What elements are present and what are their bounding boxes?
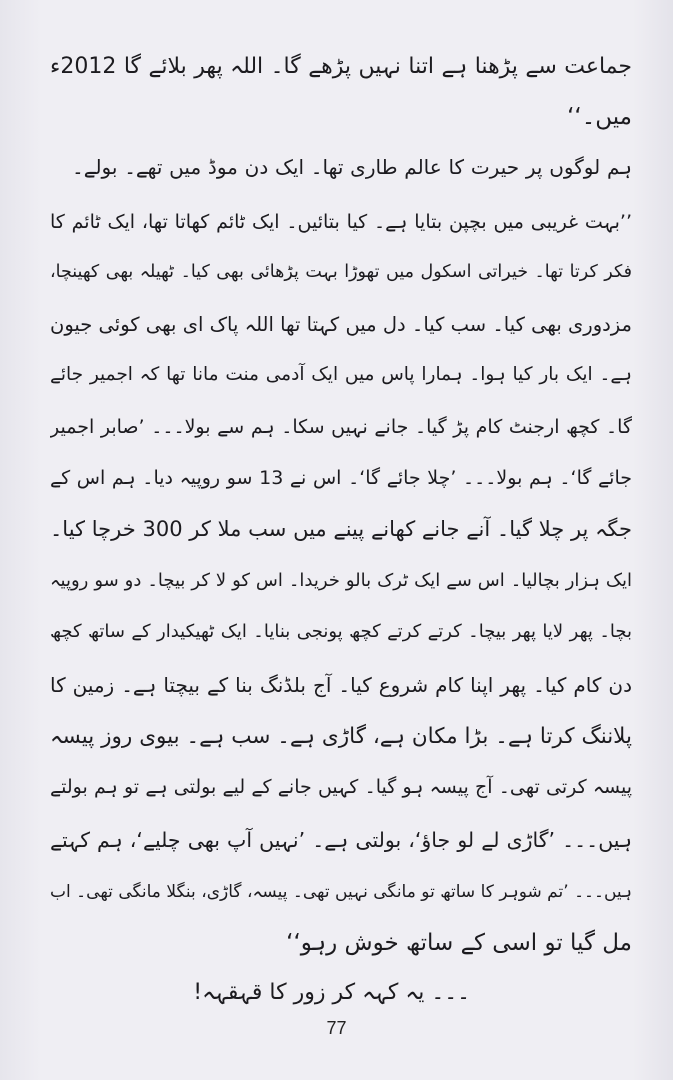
text-line: پیسہ کرتی تھی۔ آج پیسہ ہو گیا۔ کہیں جانے کے لیے بولتی ہے تو ہم بولتے [50,776,632,798]
text-line: ہم لوگوں پر حیرت کا عالم طاری تھا۔ ایک دن موڈ میں تھے۔ بولے۔ [72,155,632,179]
text-line: بچا۔ پھر لایا پھر بیچا۔ کرتے کرتے کچھ پونجی بنایا۔ ایک ٹھیکیدار کے ساتھ کچھ [50,621,632,642]
text-line: میں۔‘‘ [567,104,632,130]
text-line: جائے گا‘۔ ہم بولا۔۔۔ ’چلا جائے گا‘۔ اس نے 13 سو روپیہ دیا۔ ہم اس کے [50,467,632,489]
text-line: گا۔ کچھ ارجنٹ کام پڑ گیا۔ جانے نہیں سکا۔ ہم سے بولا۔۔۔ ’صابر اجمیر [50,416,632,438]
page-number: 77 [326,1018,347,1038]
closing-line: ۔۔۔ یہ کہہ کر زور کا قہقہہ! [193,980,470,1005]
text-line: ہے۔ ایک بار کیا ہوا۔ ہمارا پاس میں ایک آدمی منت مانا تھا کہ اجمیر جائے [50,364,632,385]
text-line: پلاننگ کرتا ہے۔ بڑا مکان ہے، گاڑی ہے۔ سب ہے۔ بیوی روز پیسہ [50,724,632,749]
text-line: جگہ پر چلا گیا۔ آنے جانے کھانے پینے میں سب ملا کر 300 خرچا کیا۔ [50,517,632,541]
text-line: دن کام کیا۔ پھر اپنا کام شروع کیا۔ آج بلڈنگ بنا کے بیچتا ہے۔ زمین کا [50,673,632,697]
text-line: ’’بہت غریبی میں بچپن بتایا ہے۔ کیا بتائیں۔ ایک ٹائم کھاتا تھا، ایک ٹائم کا [50,211,632,233]
text-line: مزدوری بھی کیا۔ سب کیا۔ دل میں کہتا تھا اللہ پاک ای بھی کوئی جیون [50,313,632,336]
text-line: جماعت سے پڑھنا ہے اتنا نہیں پڑھے گا۔ اللہ پھر بلائے گا 2012ء [50,54,632,79]
text-line: ہیں۔۔۔ ’تم شوہر کا ساتھ تو مانگی نہیں تھی۔ پیسہ، گاڑی، بنگلا مانگی تھی۔ اب [50,882,632,902]
text-line: ایک ہزار بچالیا۔ اس سے ایک ٹرک بالو خریدا۔ اس کو لا کر بیچا۔ دو سو روپیہ [50,570,632,591]
text-line: مل گیا تو اسی کے ساتھ خوش رہو‘‘ [286,930,632,956]
text-line: ہیں۔۔۔ ’گاڑی لے لو جاؤ‘، بولتی ہے۔ ’نہیں آپ بھی چلیے‘، ہم کہتے [50,828,632,852]
text-line: فکر کرتا تھا۔ خیراتی اسکول میں تھوڑا بہت پڑھائی بھی کیا۔ ٹھیلہ بھی کھینچا، [50,262,632,282]
